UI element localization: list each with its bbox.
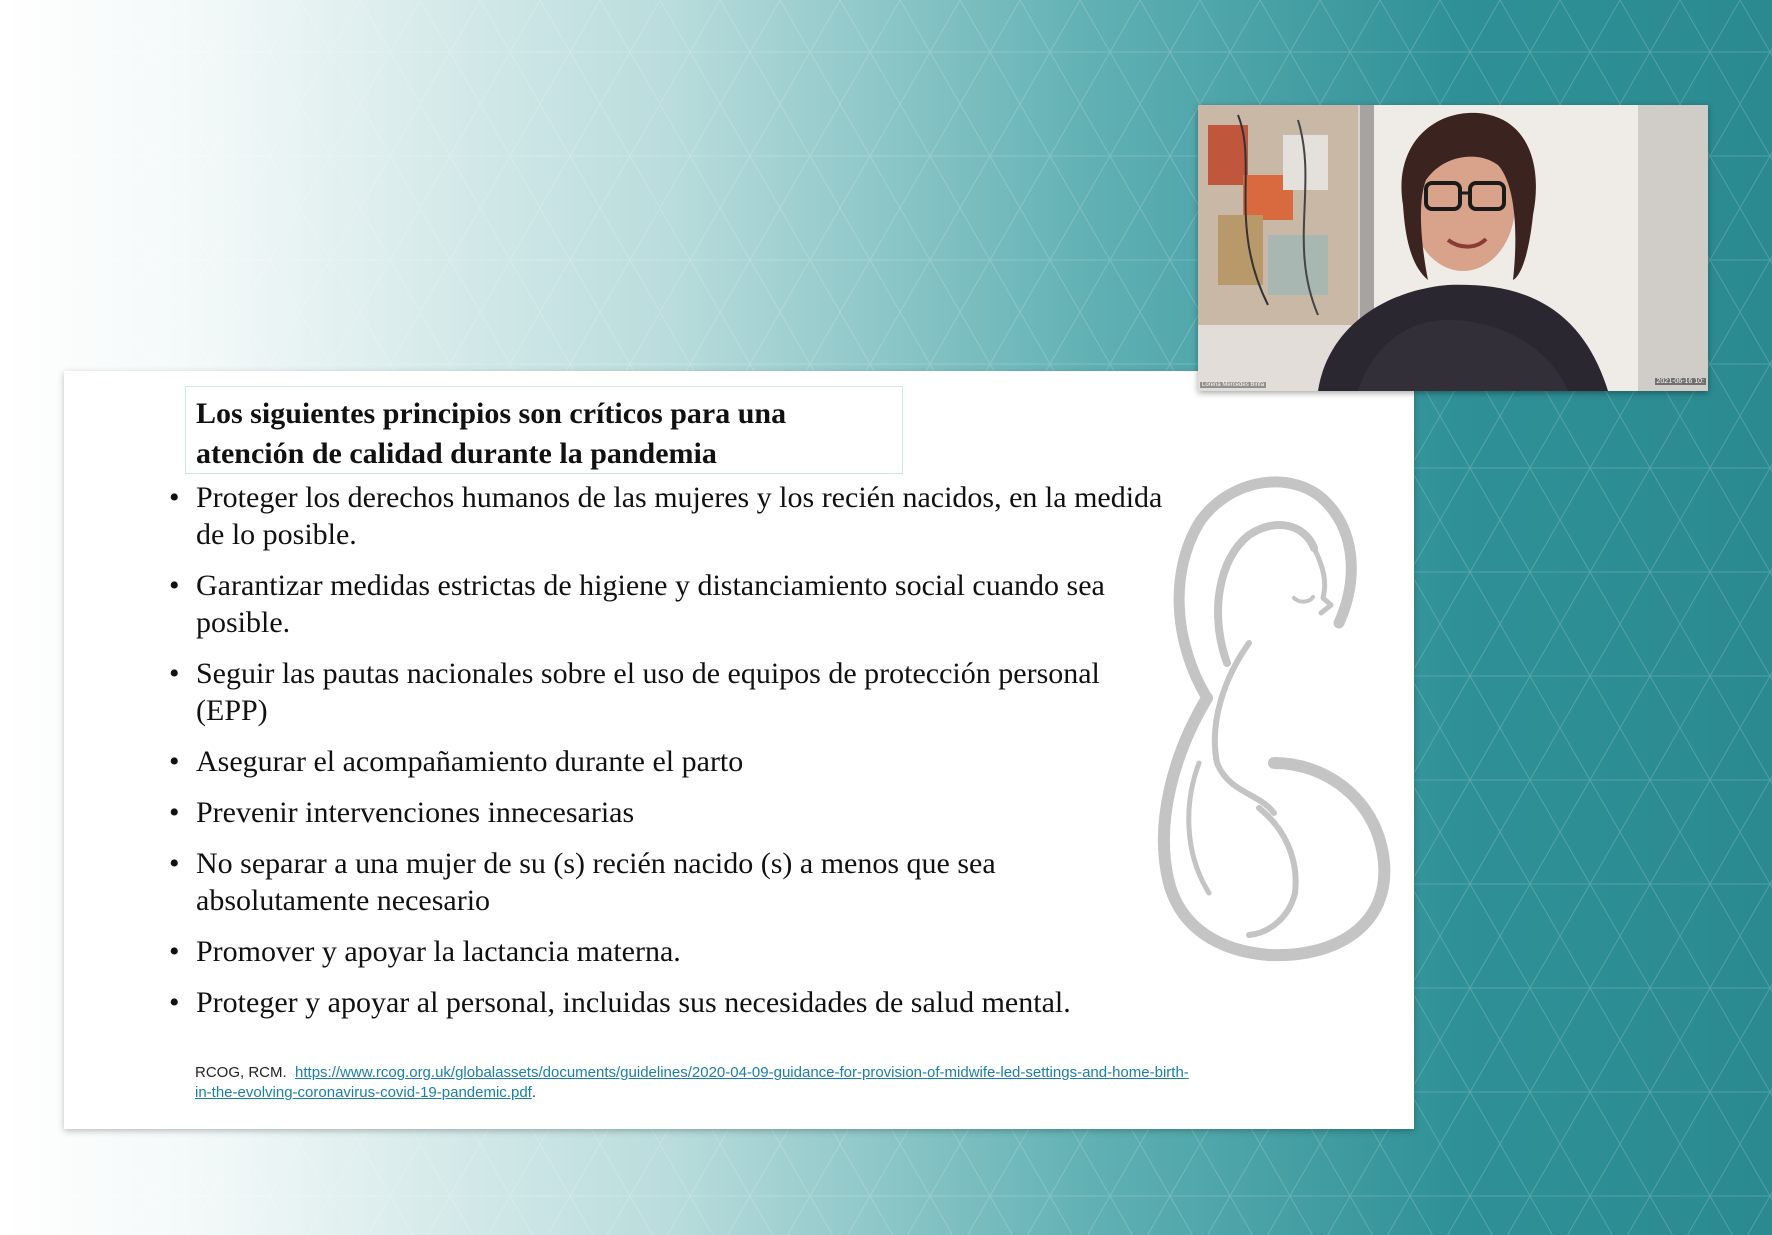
bullet-text: Asegurar el acompañamiento durante el parto <box>196 745 744 778</box>
list-item <box>164 655 1164 729</box>
bullet-icon: • <box>169 745 180 778</box>
participant-video[interactable] <box>1198 105 1708 391</box>
bullet-icon: • <box>169 847 180 880</box>
bullet-icon: • <box>169 569 180 602</box>
bullet-icon: • <box>169 481 180 514</box>
bullet-icon: • <box>169 657 180 690</box>
bullet-icon: • <box>169 796 180 829</box>
pregnant-woman-silhouette-icon <box>1099 463 1429 963</box>
citation <box>195 1063 1195 1103</box>
list-item <box>164 984 1164 1021</box>
list-item <box>164 479 1164 553</box>
bullet-text: No separar a una mujer de su (s) recién nacido (s) a menos que sea absolutamente necesario <box>196 847 996 917</box>
list-item <box>164 743 1164 780</box>
bullet-text: Prevenir intervenciones innecesarias <box>196 796 635 829</box>
bullet-text: Seguir las pautas nacionales sobre el uso de equipos de protección personal (EPP) <box>196 657 1100 727</box>
video-feed <box>1198 105 1708 391</box>
video-timestamp: 2021-06-16 10: <box>1656 378 1704 385</box>
citation-link[interactable]: https://www.rcog.org.uk/globalassets/documents/guidelines/2020-04-09-guidance-for-provision-of-midwife-led-settings-and-home-birth-in-the-evolving-coronavirus-covid-19-pandemic.pdf <box>195 1064 1189 1101</box>
list-item <box>164 845 1164 919</box>
bullet-icon: • <box>169 986 180 1019</box>
list-item <box>164 794 1164 831</box>
bullet-text: Proteger y apoyar al personal, incluidas sus necesidades de salud mental. <box>196 986 1071 1019</box>
slide-title: Los siguientes principios son críticos para una atención de calidad durante la pandemia <box>185 386 903 474</box>
bullet-text: Promover y apoyar la lactancia materna. <box>196 935 681 968</box>
list-item <box>164 933 1164 970</box>
bullet-icon: • <box>169 935 180 968</box>
citation-prefix: RCOG, RCM. <box>195 1064 287 1081</box>
bullet-list <box>164 479 1164 1035</box>
bullet-text: Proteger los derechos humanos de las mujeres y los recién nacidos, en la medida de lo posible. <box>196 481 1163 551</box>
presentation-slide <box>64 371 1414 1129</box>
bullet-text: Garantizar medidas estrictas de higiene y distanciamiento social cuando sea posible. <box>196 569 1105 639</box>
citation-suffix: . <box>531 1084 536 1101</box>
participant-name: Lorena Mercedes Binfa <box>1202 382 1265 388</box>
list-item <box>164 567 1164 641</box>
